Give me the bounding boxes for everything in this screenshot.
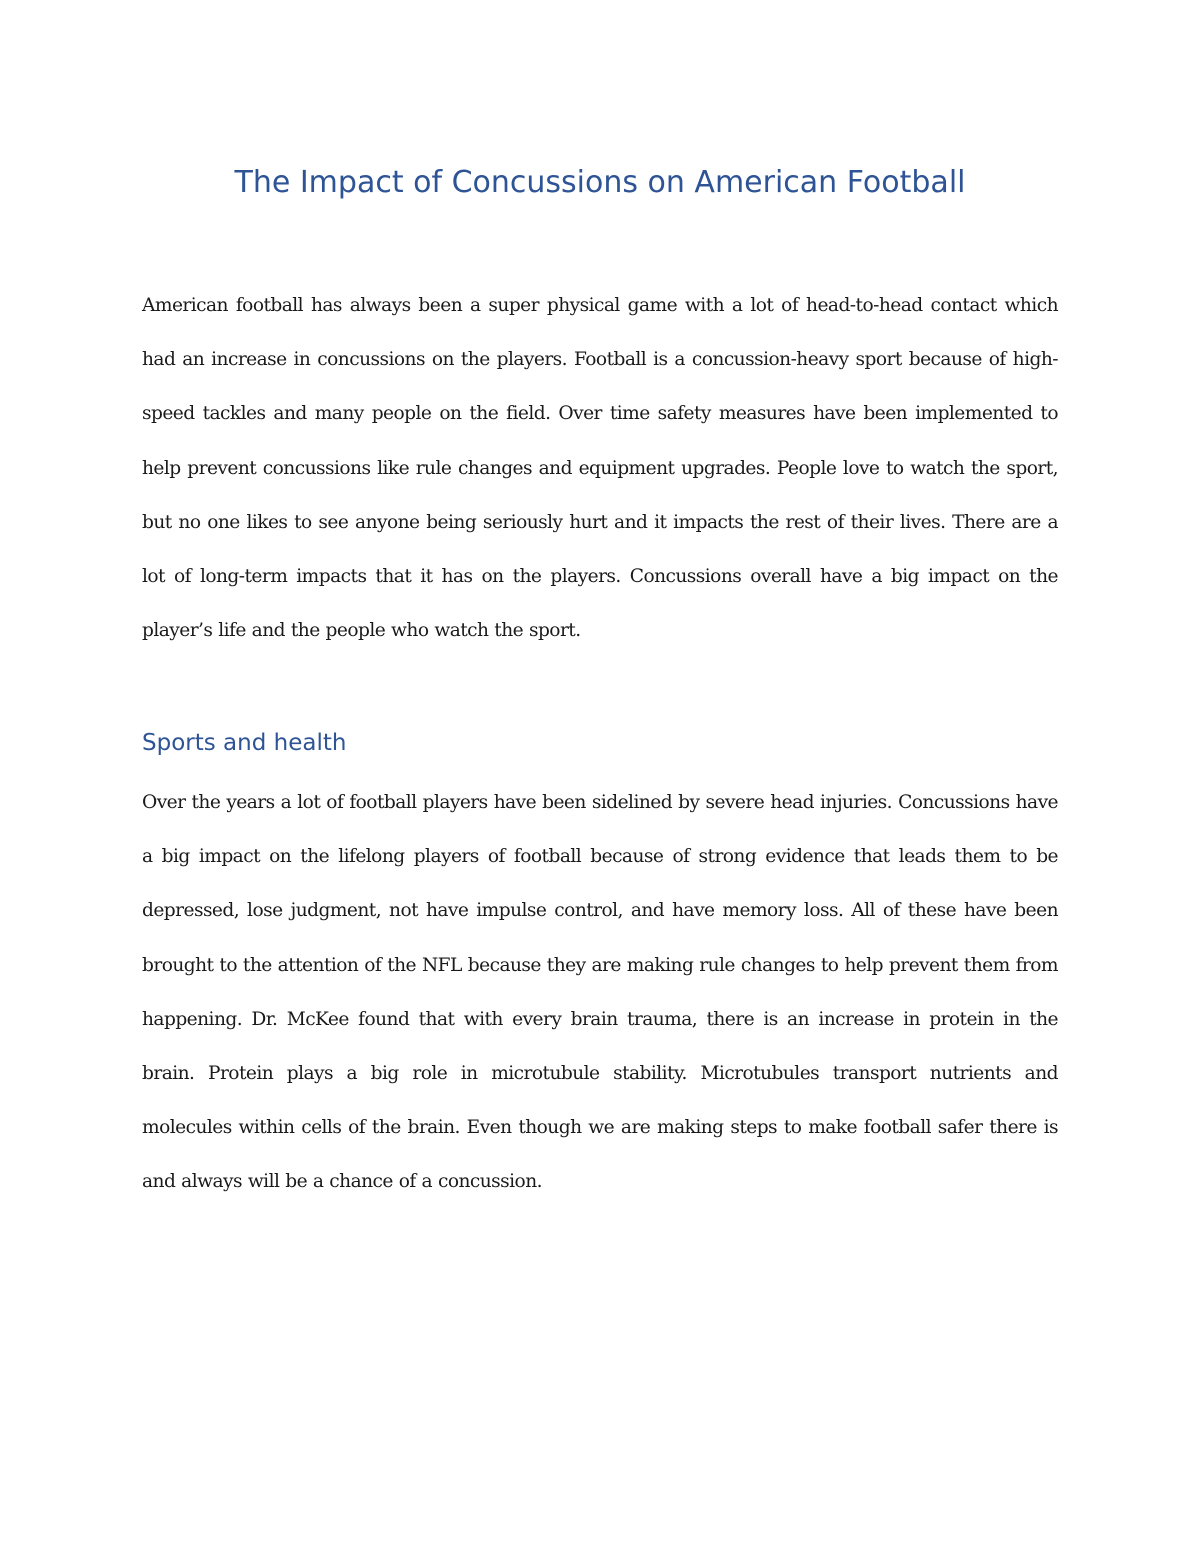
- document-title: The Impact of Concussions on American Football: [234, 165, 966, 200]
- section-heading-sports-and-health: Sports and health: [142, 730, 347, 756]
- section-paragraph-sports-and-health: Over the years a lot of football players have been sidelined by severe head injuries. Concussions have a big impact on the lifelong players of football because of strong evidence that leads them to be depressed, lose judgment, not have impulse control, and have memory loss. All of these have been brought to the attention of the NFL because they are making rule changes to help prevent them from happening. Dr. McKee found that with every brain trauma, there is an increase in protein in the brain. Protein plays a big role in microtubule stability. Microtubules transport nutrients and molecules within cells of the brain. Even though we are making steps to make football safer there is and always will be a chance of a concussion.: [142, 792, 1058, 1193]
- intro-paragraph: American football has always been a super physical game with a lot of head-to-head contact which had an increase in concussions on the players. Football is a concussion-heavy sport because of high-speed tackles and many people on the field. Over time safety measures have been implemented to help prevent concussions like rule changes and equipment upgrades. People love to watch the sport, but no one likes to see anyone being seriously hurt and it impacts the rest of their lives. There are a lot of long-term impacts that it has on the players. Concussions overall have a big impact on the player’s life and the people who watch the sport.: [142, 295, 1058, 642]
